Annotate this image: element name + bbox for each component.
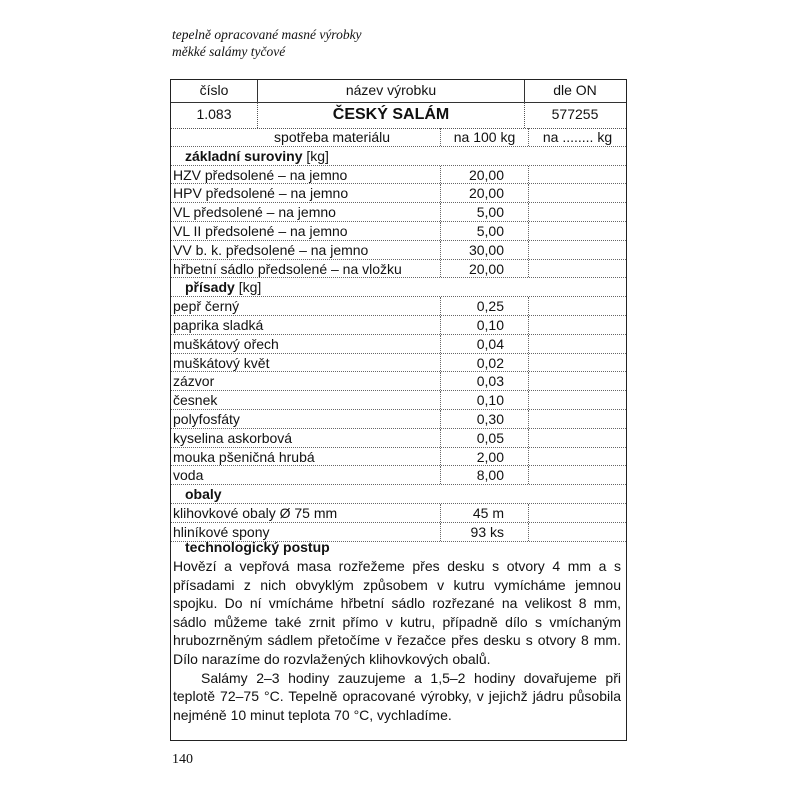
postup-text — [173, 557, 621, 724]
table-row — [171, 466, 626, 485]
ingredient-amount: 0,10 — [441, 391, 529, 409]
nakg-label: na ........ kg — [542, 129, 613, 145]
custom-amount-cell — [529, 316, 626, 334]
ingredient-name: voda — [171, 466, 441, 484]
section-suroviny-unit: [kg] — [302, 147, 329, 164]
custom-amount-cell — [529, 504, 626, 522]
custom-amount-cell — [529, 448, 626, 466]
custom-amount-cell — [529, 410, 626, 428]
ingredient-name: muškátový květ — [171, 354, 441, 372]
custom-amount-cell — [529, 466, 626, 484]
table-row — [171, 335, 626, 354]
section-obaly — [171, 485, 626, 504]
ingredient-amount: 45 m — [441, 504, 529, 522]
table-row — [171, 429, 626, 448]
ingredient-amount: 8,00 — [441, 466, 529, 484]
ingredient-amount: 93 ks — [441, 523, 529, 541]
spotreba-label: spotřeba materiálu — [171, 128, 441, 146]
product-on: 577255 — [551, 106, 599, 122]
table-row — [171, 372, 626, 391]
ingredient-amount: 0,25 — [441, 297, 529, 315]
ingredient-amount: 20,00 — [441, 260, 529, 278]
col-on-header: dle ON — [553, 82, 597, 98]
custom-amount-cell — [529, 297, 626, 315]
ingredient-name: zázvor — [171, 372, 441, 390]
ingredient-name: pepř černý — [171, 297, 441, 315]
section-suroviny-title: základní suroviny — [185, 147, 303, 164]
custom-amount-cell — [529, 260, 626, 278]
table-row — [171, 241, 626, 260]
ingredient-amount: 0,02 — [441, 354, 529, 372]
ingredient-amount: 0,05 — [441, 429, 529, 447]
ingredient-amount: 0,03 — [441, 372, 529, 390]
ingredient-amount: 0,30 — [441, 410, 529, 428]
header-line-2: měkké salámy tyčové — [172, 44, 286, 59]
ingredient-name: VL II předsolené – na jemno — [171, 222, 441, 240]
recipe-card — [170, 79, 627, 741]
custom-amount-cell — [529, 372, 626, 390]
table-row — [171, 297, 626, 316]
ingredient-amount: 5,00 — [441, 203, 529, 221]
product-row — [171, 102, 626, 129]
postup-paragraph-1: Hovězí a vepřová masa rozřežeme přes desku s otvory 4 mm a s přísadami z nich obvyklým způsobem v kutru vymícháme jemnou spojku. Do ní vmícháme hřbetní sádlo rozřezané na velikost 8 mm, sádlo můžeme také zrnit přímo v kutru, případně dílo s vmíchaným hrubozrněným sádlem přetočíme v řezačce přes desku s otvory 8 mm. Dílo narazíme do rozvlažených klihovkových obalů. — [173, 558, 621, 667]
ingredient-name: VL předsolené – na jemno — [171, 203, 441, 221]
custom-amount-cell — [529, 429, 626, 447]
custom-amount-cell — [529, 354, 626, 372]
table-row — [171, 504, 626, 523]
custom-amount-cell — [529, 335, 626, 353]
section-prisady-unit: [kg] — [234, 279, 262, 296]
col-nazev-header: název výrobku — [258, 80, 525, 102]
table-row — [171, 184, 626, 203]
custom-amount-cell — [529, 203, 626, 221]
section-obaly-title: obaly — [185, 486, 222, 503]
section-prisady — [171, 278, 626, 297]
table-row — [171, 354, 626, 373]
ingredient-name: česnek — [171, 391, 441, 409]
table-row — [171, 166, 626, 185]
custom-amount-cell — [529, 523, 626, 541]
postup-paragraph-2: Salámy 2–3 hodiny zauzujeme a 1,5–2 hodiny dovařujeme při teplotě 72–75 °C. Tepelně opracované výrobky, v jejichž jádru působila nejméně 10 minut teplota 70 °C, vychladíme. — [173, 669, 621, 723]
table-row — [171, 448, 626, 467]
ingredient-amount: 0,10 — [441, 316, 529, 334]
section-suroviny — [171, 147, 626, 166]
ingredient-name: paprika sladká — [171, 316, 441, 334]
ingredient-name: kyselina askorbová — [171, 429, 441, 447]
custom-amount-cell — [529, 222, 626, 240]
product-title: ČESKÝ SALÁM — [258, 102, 525, 128]
product-number: 1.083 — [171, 102, 258, 128]
ingredient-name: HPV předsolené – na jemno — [171, 184, 441, 202]
ingredient-amount: 0,04 — [441, 335, 529, 353]
ingredient-name: VV b. k. předsolené – na jemno — [171, 241, 441, 259]
ingredient-amount: 20,00 — [441, 166, 529, 184]
ingredient-name: hliníkové spony — [171, 523, 441, 541]
col-cislo-header: číslo — [171, 80, 258, 102]
ingredient-name: hřbetní sádlo předsolené – na vložku — [171, 260, 441, 278]
ingredient-name: muškátový ořech — [171, 335, 441, 353]
ingredient-amount: 30,00 — [441, 241, 529, 259]
table-row — [171, 316, 626, 335]
ingredient-name: polyfosfáty — [171, 410, 441, 428]
section-prisady-title: přísady — [185, 279, 235, 296]
ingredient-name: mouka pšeničná hrubá — [171, 448, 441, 466]
materials-table — [171, 128, 626, 542]
custom-amount-cell — [529, 166, 626, 184]
table-row — [171, 222, 626, 241]
custom-amount-cell — [529, 241, 626, 259]
custom-amount-cell — [529, 184, 626, 202]
ingredient-amount: 2,00 — [441, 448, 529, 466]
ingredient-name: klihovkové obaly Ø 75 mm — [171, 504, 441, 522]
custom-amount-cell — [529, 391, 626, 409]
ingredient-amount: 20,00 — [441, 184, 529, 202]
table-row — [171, 391, 626, 410]
section-postup-title: technologický postup — [185, 539, 330, 555]
table-row — [171, 410, 626, 429]
ingredient-name: HZV předsolené – na jemno — [171, 166, 441, 184]
table-row — [171, 203, 626, 222]
page-number: 140 — [172, 752, 193, 767]
table-header-row — [171, 80, 626, 103]
na100-label: na 100 kg — [441, 128, 529, 146]
ingredient-amount: 5,00 — [441, 222, 529, 240]
table-row — [171, 260, 626, 279]
spotreba-row — [171, 128, 626, 147]
running-header — [172, 26, 362, 60]
header-line-1: tepelně opracované masné výrobky — [172, 27, 362, 42]
